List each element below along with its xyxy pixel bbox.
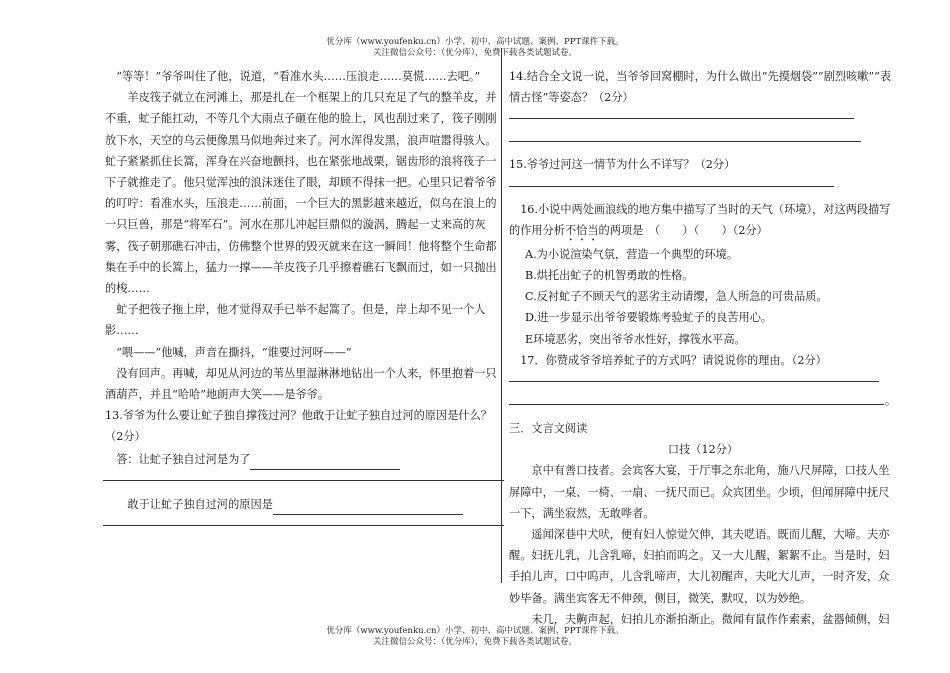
q17-period: 。 bbox=[885, 394, 897, 408]
q13-answer-blank-1[interactable] bbox=[250, 448, 400, 470]
page-header bbox=[0, 37, 950, 59]
q16-option-e: E环境恶劣，突出爷爷水性好，撑筏水平高。 bbox=[525, 332, 746, 346]
footer-line-2: 关注微信公众号：（优分库），免费下载各类试题试卷。 bbox=[372, 637, 577, 647]
header-line-2: 关注微信公众号：（优分库），免费下载各类试题试卷。 bbox=[372, 48, 577, 58]
q16-option-c: C.反衬虻子不顾天气的恶劣主动请缨，急人所急的可贵品质。 bbox=[525, 290, 828, 304]
question-13-answer-line-1 bbox=[105, 448, 500, 470]
section-3-heading: 三．文言文阅读 bbox=[509, 422, 588, 436]
q13-answer-prompt-1: 答：让虻子独自过河是为了 bbox=[116, 452, 251, 466]
question-17: 17．你赞成爷爷培养虻子的方式吗？请说说你的理由。（2分） bbox=[520, 353, 827, 367]
q14-answer-rule-2[interactable] bbox=[509, 131, 861, 142]
q17-answer-row-2 bbox=[509, 394, 897, 408]
question-16 bbox=[509, 199, 897, 244]
header-line-1: 优分库（www.youfenku.cn）小学、初中、高中试题、案例、PPT课件下载。 bbox=[326, 37, 624, 47]
classical-paragraph-1: 京中有善口技者。会宾客大宴，于厅事之东北角，施八尺屏障，口技人坐屏障中，一桌、一椅、一扇、一抚尺而已。众宾团坐。少顷，但闻屏障中抚尺一下，满坐寂然，无敢哗者。 bbox=[509, 464, 890, 520]
q13-answer-blank-2[interactable] bbox=[273, 493, 463, 515]
story-paragraph-1: “等等！”爷爷叫住了他，说道，“看准水头……压浪走……莫慌……去吧。” bbox=[116, 70, 481, 83]
q16-option-d: D.进一步显示出爷爷要锻炼考验虻子的良苦用心。 bbox=[525, 311, 773, 325]
question-14: 14.结合全文说一说，当爷爷回窝棚时，为什么做出“先摸烟袋”“剧烈咳嗽”“表情古怪”等姿态？（2分） bbox=[509, 70, 892, 105]
q13-answer-prompt-2: 敢于让虻子独自过河的原因是 bbox=[127, 497, 273, 511]
q14-answer-rule-1[interactable] bbox=[509, 108, 854, 119]
q16-text-end: 的两项是 （ ）（ ）（2分） bbox=[598, 223, 768, 237]
question-15: 15.爷爷过河这一情节为什么不详写？（2分） bbox=[509, 158, 736, 172]
q17-answer-rule-1[interactable] bbox=[509, 371, 879, 382]
right-column bbox=[509, 66, 897, 630]
story-paragraph-5: 没有回声。再喊，却见从河边的苇丛里湿淋淋地钻出一个人来，怀里抱着一只酒葫芦，并且“哈哈”地朗声大笑——是爷爷。 bbox=[105, 366, 497, 402]
q16-emphasis: 不恰当 bbox=[564, 223, 599, 237]
q16-option-b: B.烘托出虻子的机智勇敢的性格。 bbox=[525, 269, 694, 283]
footer-line-1: 优分库（www.youfenku.cn）小学、初中、高中试题、案例、PPT课件下载。 bbox=[326, 626, 624, 636]
classical-paragraph-3: 未几，夫齁声起，妇拍儿亦渐拍渐止。微闻有鼠作作索索，盆器倾侧，妇 bbox=[531, 612, 890, 626]
question-13-answer-line-2 bbox=[105, 493, 500, 515]
left-column bbox=[105, 66, 500, 538]
classical-paragraph-2: 遥闻深巷中犬吠，便有妇人惊觉欠伸，其夫呓语。既而儿醒，大啼。夫亦醒。妇抚儿乳，儿含乳啼，妇拍而呜之。又一大儿醒，絮絮不止。当是时，妇手拍儿声，口中呜声，儿含乳啼声，大儿初醒声，夫叱大儿声，一时齐发，众妙毕备。满坐宾客无不伸颈，侧目，微笑，默叹，以为妙绝。 bbox=[509, 528, 890, 605]
question-13: 13.爷爷为什么要让虻子独自撑筏过河？他敢于让虻子独自过河的原因是什么？（2分） bbox=[105, 409, 492, 444]
q16-option-a: A.为小说渲染气氛，营造一个典型的环境。 bbox=[525, 247, 739, 261]
story-paragraph-4: “喂——”他喊，声音在撕抖，“谁要过河呀——” bbox=[116, 345, 352, 359]
story-paragraph-3: 虻子把筏子拖上岸，他才觉得双手已举不起篙了。但是，岸上却不见一个人影…… bbox=[105, 303, 486, 338]
q17-answer-rule-2[interactable] bbox=[509, 394, 884, 405]
q16-text-start: 16.小说中两处画浪线的地方集中描写了当时的天气（环境），对这两段描写的作用分析 bbox=[509, 202, 891, 237]
passage-title: 口技（12分） bbox=[667, 443, 739, 457]
story-paragraph-2: 羊皮筏子就立在河滩上，那是扎在一个框架上的几只充足了气的整羊皮，并不重，虻子能扛动，不等几个大雨点子砸在他的脸上，风也刮过来了，筏子刚刚放下水，天空的乌云便像黑马似地奔过来了。河水浑得发黑，浪声喧嚣得骇人。虻子紧紧抓住长篙，浑身在兴奋地颤抖，也在紧张地战栗，锯齿形的浪将筏子一下子就推走了。他只觉浑浊的浪沫迷住了眼，却顾不得抹一把。心里只记着爷爷的叮咛：看准水头，压浪走……前面，一个巨大的黑影越来越近，似乌在浪上的一只巨兽，那是“将军石”。河水在那儿冲起巨鼎似的漩涡，腾起一丈来高的灰雾，筏子朝那礁石冲击，仿佛整个世界的毁灭就来在这一瞬间！他将整个生命都集在手中的长篙上，猛力一撑——羊皮筏子几乎擦着礁石飞飘而过，如一只抛出的梭…… bbox=[105, 91, 497, 296]
page-footer bbox=[0, 626, 950, 648]
q15-answer-rule[interactable] bbox=[509, 176, 834, 187]
column-divider bbox=[501, 48, 502, 583]
q13-answer-rule-1[interactable] bbox=[103, 470, 504, 481]
q13-answer-rule-2[interactable] bbox=[103, 515, 504, 526]
